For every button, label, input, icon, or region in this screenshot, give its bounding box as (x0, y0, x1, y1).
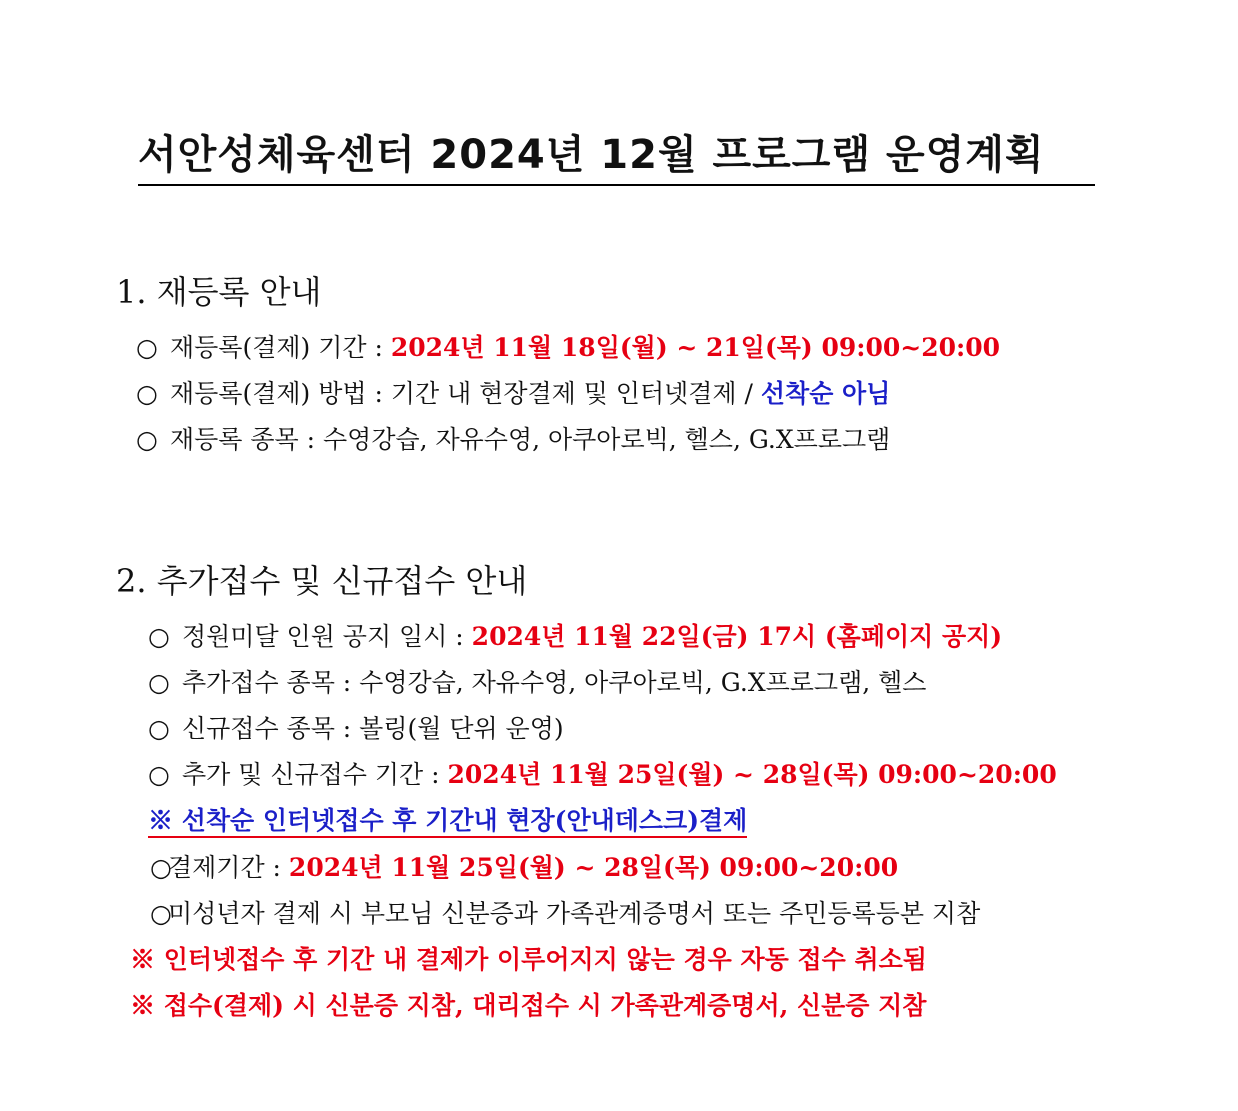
bullet-icon: ○ (136, 425, 158, 454)
item-label: 신규접수 종목 : 볼링(월 단위 운영) (182, 714, 564, 743)
item-label: 재등록(결제) 기간 : (170, 333, 391, 362)
list-item (136, 377, 890, 411)
list-item (150, 897, 980, 931)
section1-heading: 1. 재등록 안내 (116, 273, 322, 311)
item-label: 정원미달 인원 공지 일시 : (182, 622, 472, 651)
bullet-icon: ○ (148, 622, 170, 651)
item-label: 추가접수 종목 : 수영강습, 자유수영, 아쿠아로빅, G.X프로그램, 헬스 (182, 668, 927, 697)
item-label: 결제기간 : (168, 853, 289, 882)
item-value: 2024년 11월 25일(월) ~ 28일(목) 09:00~20:00 (447, 760, 1057, 789)
bullet-icon: ○ (150, 899, 172, 928)
bullet-icon: ○ (148, 668, 170, 697)
page-title: 서안성체육센터 2024년 12월 프로그램 운영계획 (138, 128, 1095, 186)
bullet-icon: ○ (148, 714, 170, 743)
item-value: 2024년 11월 25일(월) ~ 28일(목) 09:00~20:00 (288, 853, 899, 882)
bullet-icon: ○ (148, 760, 170, 789)
item-label: 재등록 종목 : 수영강습, 자유수영, 아쿠아로빅, 헬스, G.X프로그램 (170, 425, 891, 454)
notice-blue (148, 804, 747, 838)
list-item (148, 666, 926, 700)
item-value: 선착순 아님 (760, 379, 891, 408)
item-value: 2024년 11월 22일(금) 17시 (홈페이지 공지) (471, 622, 1003, 651)
list-item (136, 331, 1000, 365)
list-item (148, 758, 1057, 792)
item-label: 미성년자 결제 시 부모님 신분증과 가족관계증명서 또는 주민등록등본 지참 (168, 899, 981, 928)
item-label: 추가 및 신규접수 기간 : (182, 760, 448, 789)
list-item (150, 851, 898, 885)
list-item (148, 712, 564, 746)
notice-red: ※ 접수(결제) 시 신분증 지참, 대리접수 시 가족관계증명서, 신분증 지참 (130, 991, 927, 1020)
list-item (148, 620, 1002, 654)
item-label: 재등록(결제) 방법 : 기간 내 현장결제 및 인터넷결제 / (170, 379, 761, 408)
notice-text: ※ 선착순 인터넷접수 후 기간내 현장(안내데스크)결제 (148, 806, 747, 838)
bullet-icon: ○ (136, 333, 158, 362)
bullet-icon: ○ (150, 853, 172, 882)
bullet-icon: ○ (136, 379, 158, 408)
notice-red: ※ 인터넷접수 후 기간 내 결제가 이루어지지 않는 경우 자동 접수 취소됨 (130, 945, 927, 974)
section2-heading: 2. 추가접수 및 신규접수 안내 (116, 562, 528, 600)
item-value: 2024년 11월 18일(월) ~ 21일(목) 09:00~20:00 (390, 333, 1001, 362)
list-item (136, 423, 890, 457)
